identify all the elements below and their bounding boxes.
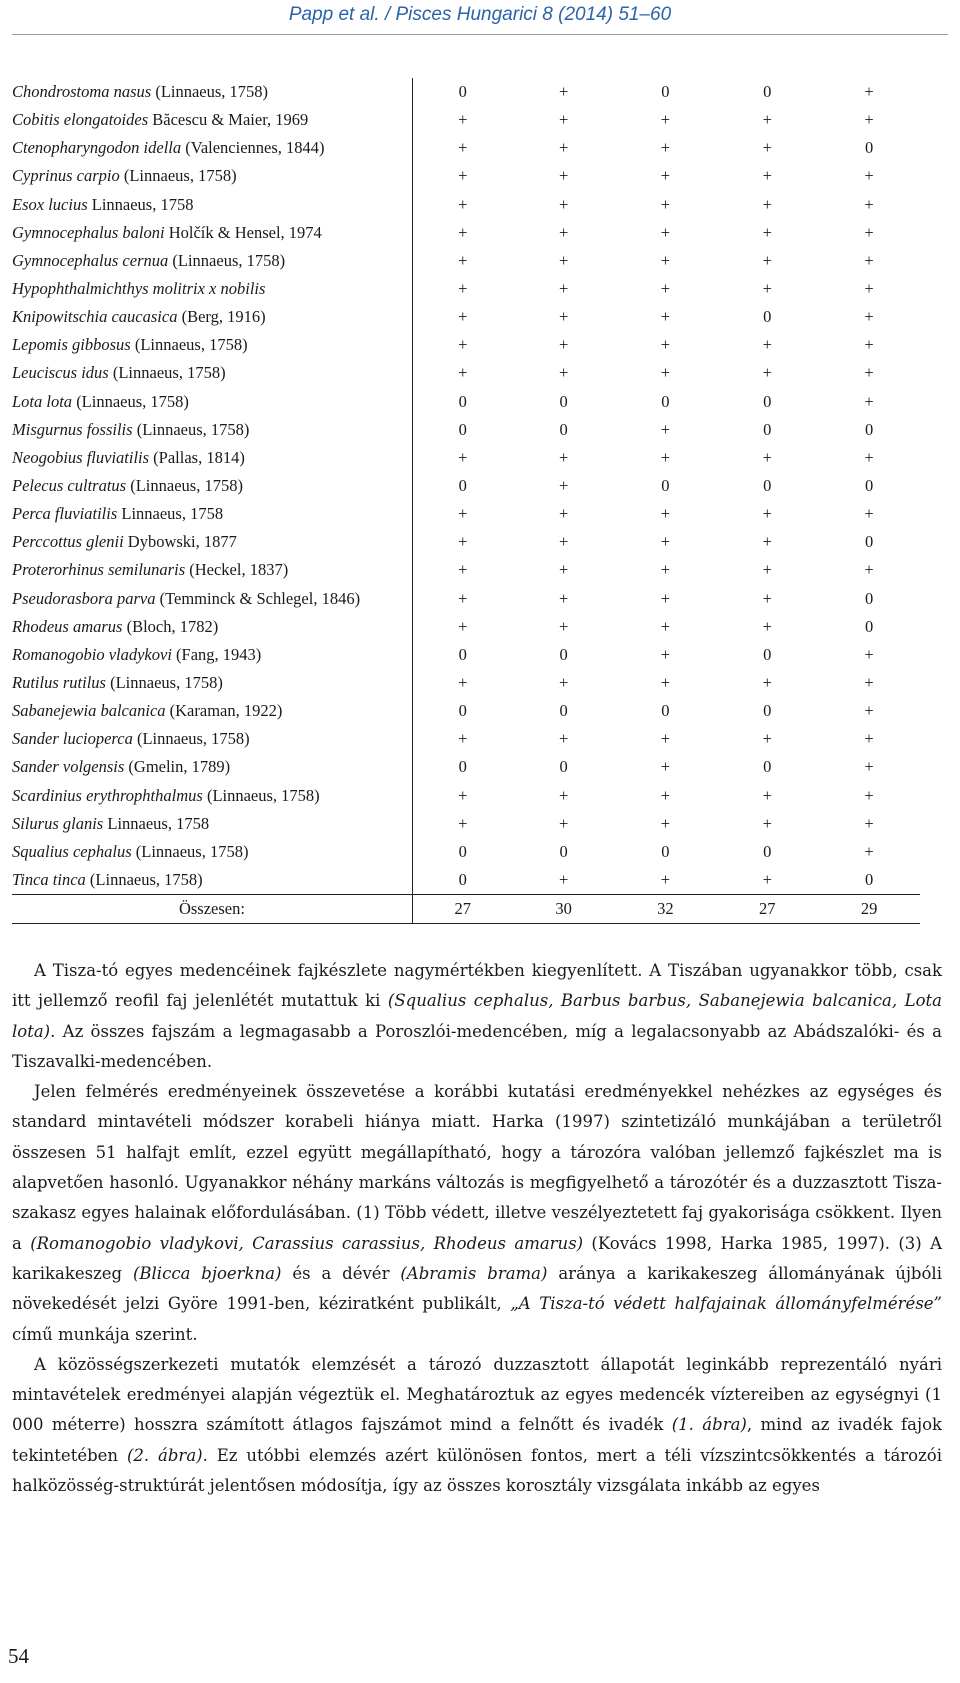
presence-cell: + xyxy=(660,757,671,777)
total-value: 27 xyxy=(716,895,818,924)
presence-cell: + xyxy=(412,810,512,838)
presence-cell: + xyxy=(864,447,874,467)
presence-cell: + xyxy=(412,444,512,472)
presence-cell: 0 xyxy=(412,472,512,500)
presence-cell: + xyxy=(412,247,512,275)
presence-cell: + xyxy=(558,138,569,158)
species-authority: (Linnaeus, 1758) xyxy=(110,673,223,693)
species-authority: (Temminck & Schlegel, 1846) xyxy=(159,588,361,608)
presence-cell: + xyxy=(864,250,874,270)
presence-cell: + xyxy=(864,701,874,721)
table-row xyxy=(12,782,920,810)
presence-cell: + xyxy=(864,363,874,383)
species-cell xyxy=(12,444,412,472)
species-table xyxy=(12,78,920,924)
presence-cell: + xyxy=(762,110,772,130)
presence-cell: + xyxy=(864,279,874,299)
presence-cell: + xyxy=(660,110,671,130)
total-value: 29 xyxy=(818,895,920,924)
presence-cell: + xyxy=(412,275,512,303)
species-cell xyxy=(12,585,412,613)
presence-cell: + xyxy=(412,106,512,134)
presence-cell: + xyxy=(558,870,569,889)
presence-cell: + xyxy=(864,194,874,214)
species-cell xyxy=(12,753,412,781)
species-name: Neogobius fluviatilis xyxy=(12,447,150,467)
presence-cell: + xyxy=(412,782,512,810)
presence-cell: + xyxy=(558,785,569,805)
presence-cell: + xyxy=(864,841,874,861)
table-row xyxy=(12,275,920,303)
species-authority: (Linnaeus, 1758) xyxy=(135,841,249,861)
page-number: 54 xyxy=(8,1644,29,1668)
presence-cell: + xyxy=(762,532,772,552)
presence-cell: 0 xyxy=(559,419,568,439)
species-authority: (Valenciennes, 1844) xyxy=(185,138,325,158)
table-row xyxy=(12,416,920,444)
presence-cell: + xyxy=(762,870,772,889)
presence-cell: + xyxy=(558,447,569,467)
presence-cell: + xyxy=(660,166,671,186)
species-cell xyxy=(12,191,412,219)
species-authority: (Heckel, 1837) xyxy=(189,560,289,580)
presence-cell: 0 xyxy=(763,419,772,439)
presence-cell: + xyxy=(412,359,512,387)
presence-cell: + xyxy=(412,556,512,584)
table-row xyxy=(12,444,920,472)
presence-cell: + xyxy=(558,335,569,355)
presence-cell: + xyxy=(660,504,671,524)
presence-cell: 0 xyxy=(412,388,512,416)
paragraph xyxy=(12,1077,942,1350)
presence-cell: + xyxy=(864,166,874,186)
total-row xyxy=(12,895,920,924)
table-row xyxy=(12,134,920,162)
text-segment: . Ez utóbbi elemzés azért különösen fontos, mert a téli vízszintcsökkentés a tározói halközösség-struktúrát jelentősen módosítja, így az összes korosztály vizsgálata inkább az egyes xyxy=(12,1445,943,1496)
presence-cell: + xyxy=(558,307,569,327)
presence-cell: + xyxy=(412,500,512,528)
species-authority: (Linnaeus, 1758) xyxy=(136,729,250,749)
species-cell xyxy=(12,162,412,190)
presence-cell: + xyxy=(558,532,569,552)
species-name: Sander lucioperca xyxy=(12,729,133,749)
species-authority: (Linnaeus, 1758) xyxy=(123,166,237,186)
presence-cell: 0 xyxy=(864,476,874,496)
paragraph xyxy=(12,1350,942,1501)
text-segment: aránya a karikakeszeg állományának újbóli növekedését jelzi Györe 1991-ben, kéziratként publikált, xyxy=(12,1263,942,1314)
species-name: Tinca tinca xyxy=(12,870,86,889)
species-name: Gymnocephalus baloni xyxy=(12,222,165,242)
species-authority: (Linnaeus, 1758) xyxy=(89,870,203,889)
presence-cell: 0 xyxy=(559,841,568,861)
species-name: Misgurnus fossilis xyxy=(12,419,133,439)
table-row xyxy=(12,528,920,556)
species-cell xyxy=(12,331,412,359)
presence-cell: 0 xyxy=(864,532,874,552)
table-row xyxy=(12,303,920,331)
presence-cell: + xyxy=(660,138,671,158)
species-cell xyxy=(12,388,412,416)
text-segment: A Tisza-tó egyes medencéinek fajkészlete nagymértékben kiegyenlített. A Tiszában ugyanakkor több, csak itt jellemző reofil faj jelenlétét mutattuk ki xyxy=(12,961,942,1011)
species-authority: Holčík & Hensel, 1974 xyxy=(168,222,322,242)
presence-cell: + xyxy=(762,138,772,158)
presence-cell: 0 xyxy=(763,841,772,861)
species-cell xyxy=(12,359,412,387)
presence-cell: 0 xyxy=(412,416,512,444)
presence-cell: + xyxy=(660,279,671,299)
table-row xyxy=(12,669,920,697)
presence-cell: + xyxy=(660,644,671,664)
presence-cell: + xyxy=(558,279,569,299)
header-rule xyxy=(12,34,948,35)
presence-cell: + xyxy=(864,504,874,524)
presence-cell: 0 xyxy=(412,866,512,895)
presence-cell: + xyxy=(762,166,772,186)
presence-cell: 0 xyxy=(763,307,772,327)
text-segment: című munkája szerint. xyxy=(12,1324,198,1344)
table-row xyxy=(12,838,920,866)
species-cell xyxy=(12,275,412,303)
presence-cell: 0 xyxy=(661,391,670,411)
presence-cell: 0 xyxy=(864,870,874,889)
species-authority: (Linnaeus, 1758) xyxy=(206,785,320,805)
italic-text: „A Tisza-tó védett halfajainak állományfelmérése” xyxy=(510,1294,942,1314)
presence-cell: + xyxy=(762,813,772,833)
species-cell xyxy=(12,528,412,556)
presence-cell: + xyxy=(558,504,569,524)
presence-cell: + xyxy=(558,616,569,636)
presence-cell: 0 xyxy=(864,616,874,636)
table-row xyxy=(12,866,920,895)
species-name: Sabanejewia balcanica xyxy=(12,701,166,721)
presence-cell: 0 xyxy=(763,82,772,102)
table-row xyxy=(12,78,920,106)
presence-cell: + xyxy=(762,222,772,242)
presence-cell: 0 xyxy=(412,753,512,781)
presence-cell: + xyxy=(412,331,512,359)
text-segment: (Kovács 1998, Harka 1985, 1997). (3) A karikakeszeg xyxy=(12,1233,942,1283)
species-name: Perccottus glenii xyxy=(12,532,124,552)
table-row xyxy=(12,500,920,528)
presence-cell: + xyxy=(660,307,671,327)
presence-cell: + xyxy=(762,616,772,636)
presence-cell: 0 xyxy=(559,391,568,411)
species-cell xyxy=(12,500,412,528)
table-row xyxy=(12,247,920,275)
table-row xyxy=(12,388,920,416)
table-row xyxy=(12,106,920,134)
species-name: Rhodeus amarus xyxy=(12,616,123,636)
species-authority: Linnaeus, 1758 xyxy=(107,813,210,833)
presence-cell: + xyxy=(864,82,874,102)
presence-cell: + xyxy=(660,447,671,467)
table-row xyxy=(12,162,920,190)
presence-cell: + xyxy=(864,673,874,693)
italic-text: (1. ábra) xyxy=(671,1415,747,1435)
presence-cell: + xyxy=(412,585,512,613)
table-row xyxy=(12,331,920,359)
presence-cell: + xyxy=(762,588,772,608)
presence-cell: 0 xyxy=(412,697,512,725)
presence-cell: + xyxy=(660,222,671,242)
species-cell xyxy=(12,697,412,725)
presence-cell: + xyxy=(660,588,671,608)
text-segment: . Az összes fajszám a legmagasabb a Poroszlói-medencében, míg a legalacsonyabb az Abádszalóki- és a Tiszavalki-medencében. xyxy=(12,1021,942,1071)
species-name: Hypophthalmichthys molitrix x nobilis xyxy=(12,279,266,299)
presence-cell: + xyxy=(558,813,569,833)
species-name: Squalius cephalus xyxy=(12,841,132,861)
table-row xyxy=(12,219,920,247)
table-row xyxy=(12,697,920,725)
species-authority: Băcescu & Maier, 1969 xyxy=(152,110,309,130)
presence-cell: + xyxy=(660,870,671,889)
species-name: Ctenopharyngodon idella xyxy=(12,138,182,158)
total-value: 30 xyxy=(513,895,615,924)
species-name: Pseudorasbora parva xyxy=(12,588,156,608)
body-text xyxy=(12,956,942,1501)
presence-cell: + xyxy=(412,162,512,190)
species-name: Scardinius erythrophthalmus xyxy=(12,785,203,805)
species-name: Sander volgensis xyxy=(12,757,125,777)
presence-cell: + xyxy=(660,335,671,355)
presence-cell: 0 xyxy=(864,419,874,439)
species-authority: Dybowski, 1877 xyxy=(127,532,237,552)
presence-cell: + xyxy=(558,194,569,214)
species-authority: (Linnaeus, 1758) xyxy=(136,419,250,439)
text-segment: A közösségszerkezeti mutatók elemzését a tározó duzzasztott állapotát leginkább reprezentáló nyári mintavételek eredményei alapján végeztük el. Meghatároztuk az egyes medencék víztereiben az egységnyi (1 000 méterre) hosszra számított átlagos fajszámot mind a felnőtt és ivadék xyxy=(12,1354,942,1435)
species-name: Pelecus cultratus xyxy=(12,476,127,496)
presence-cell: + xyxy=(864,757,874,777)
presence-cell: 0 xyxy=(412,838,512,866)
presence-cell: + xyxy=(412,528,512,556)
table-row xyxy=(12,810,920,838)
presence-cell: + xyxy=(558,222,569,242)
presence-cell: 0 xyxy=(661,701,670,721)
species-cell xyxy=(12,134,412,162)
italic-text: (Abramis brama) xyxy=(400,1263,548,1283)
presence-cell: 0 xyxy=(412,641,512,669)
presence-cell: + xyxy=(558,363,569,383)
presence-cell: + xyxy=(660,729,671,749)
species-cell xyxy=(12,219,412,247)
species-authority: (Linnaeus, 1758) xyxy=(134,335,248,355)
species-cell xyxy=(12,866,412,895)
species-cell xyxy=(12,247,412,275)
species-authority: (Gmelin, 1789) xyxy=(128,757,231,777)
species-authority: (Linnaeus, 1758) xyxy=(112,363,226,383)
running-header: Papp et al. / Pisces Hungarici 8 (2014) 51–60 xyxy=(288,4,672,25)
species-name: Cobitis elongatoides xyxy=(12,110,149,130)
presence-cell: + xyxy=(558,673,569,693)
presence-cell: + xyxy=(660,785,671,805)
presence-cell: + xyxy=(412,725,512,753)
table-row xyxy=(12,191,920,219)
italic-text: (Squalius cephalus, Barbus barbus, Sabanejewia balcanica, Lota lota) xyxy=(12,991,942,1041)
presence-cell: + xyxy=(864,729,874,749)
presence-cell: + xyxy=(864,335,874,355)
presence-cell: 0 xyxy=(763,476,772,496)
presence-cell: + xyxy=(660,673,671,693)
total-value: 27 xyxy=(412,895,512,924)
presence-cell: 0 xyxy=(864,588,874,608)
table-row xyxy=(12,472,920,500)
presence-cell: + xyxy=(864,222,874,242)
presence-cell: + xyxy=(762,560,772,580)
species-name: Cyprinus carpio xyxy=(12,166,120,186)
presence-cell: + xyxy=(558,588,569,608)
presence-cell: + xyxy=(660,560,671,580)
presence-cell: + xyxy=(412,219,512,247)
species-cell xyxy=(12,78,412,106)
species-authority: Linnaeus, 1758 xyxy=(91,194,194,214)
species-cell xyxy=(12,641,412,669)
presence-cell: + xyxy=(762,504,772,524)
presence-cell: + xyxy=(412,613,512,641)
italic-text: (Blicca bjoerkna) xyxy=(132,1263,282,1283)
species-authority: (Linnaeus, 1758) xyxy=(155,82,269,102)
species-name: Proterorhinus semilunaris xyxy=(12,560,186,580)
presence-cell: + xyxy=(762,729,772,749)
species-authority: (Linnaeus, 1758) xyxy=(172,250,286,270)
presence-cell: + xyxy=(660,616,671,636)
species-name: Lota lota xyxy=(12,391,73,411)
species-cell xyxy=(12,556,412,584)
presence-cell: 0 xyxy=(763,701,772,721)
text-segment: , mind az ivadék fajok tekintetében xyxy=(12,1415,942,1465)
species-cell xyxy=(12,106,412,134)
presence-cell: 0 xyxy=(864,138,874,158)
presence-cell: + xyxy=(762,335,772,355)
table-row xyxy=(12,753,920,781)
presence-cell: + xyxy=(412,669,512,697)
presence-cell: 0 xyxy=(412,78,512,106)
presence-cell: + xyxy=(558,110,569,130)
presence-cell: 0 xyxy=(661,476,670,496)
species-name: Knipowitschia caucasica xyxy=(12,307,178,327)
species-name: Leuciscus idus xyxy=(12,363,109,383)
presence-cell: 0 xyxy=(661,841,670,861)
presence-cell: + xyxy=(660,532,671,552)
species-name: Gymnocephalus cernua xyxy=(12,250,169,270)
species-name: Perca fluviatilis xyxy=(12,504,118,524)
presence-cell: + xyxy=(412,191,512,219)
presence-cell: + xyxy=(864,785,874,805)
presence-cell: + xyxy=(762,447,772,467)
species-authority: (Linnaeus, 1758) xyxy=(76,391,189,411)
species-name: Romanogobio vladykovi xyxy=(12,644,172,664)
presence-cell: 0 xyxy=(763,391,772,411)
species-cell xyxy=(12,303,412,331)
table-row xyxy=(12,359,920,387)
presence-cell: + xyxy=(762,279,772,299)
presence-cell: + xyxy=(660,250,671,270)
species-name: Silurus glanis xyxy=(12,813,104,833)
presence-cell: + xyxy=(864,110,874,130)
species-cell xyxy=(12,810,412,838)
species-cell xyxy=(12,838,412,866)
presence-cell: + xyxy=(558,560,569,580)
table-row xyxy=(12,613,920,641)
species-name: Chondrostoma nasus xyxy=(12,82,152,102)
presence-cell: + xyxy=(412,134,512,162)
species-authority: (Karaman, 1922) xyxy=(169,701,283,721)
presence-cell: + xyxy=(762,673,772,693)
table-row xyxy=(12,725,920,753)
presence-cell: 0 xyxy=(763,757,772,777)
species-cell xyxy=(12,472,412,500)
italic-text: (2. ábra) xyxy=(126,1445,203,1465)
presence-cell: + xyxy=(558,729,569,749)
species-cell xyxy=(12,669,412,697)
species-authority: (Berg, 1916) xyxy=(181,307,266,327)
species-name: Rutilus rutilus xyxy=(12,673,106,693)
species-authority: Linnaeus, 1758 xyxy=(121,504,224,524)
species-authority: (Fang, 1943) xyxy=(176,644,262,664)
species-table-body xyxy=(12,78,920,924)
presence-cell: 0 xyxy=(661,82,670,102)
total-label: Összesen: xyxy=(12,895,412,924)
species-cell xyxy=(12,416,412,444)
species-cell xyxy=(12,725,412,753)
table-row xyxy=(12,585,920,613)
presence-cell: + xyxy=(558,166,569,186)
presence-cell: + xyxy=(660,363,671,383)
presence-cell: + xyxy=(660,419,671,439)
presence-cell: + xyxy=(762,194,772,214)
presence-cell: 0 xyxy=(559,701,568,721)
species-name: Lepomis gibbosus xyxy=(12,335,131,355)
presence-cell: + xyxy=(558,82,569,102)
presence-cell: + xyxy=(762,785,772,805)
table-row xyxy=(12,556,920,584)
presence-cell: + xyxy=(864,560,874,580)
species-name: Esox lucius xyxy=(12,194,88,214)
text-segment: Jelen felmérés eredményeinek összevetése a korábbi kutatási eredményekkel nehézkes az egységes és standard mintavételi módszer korabeli hiánya miatt. Harka (1997) szintetizáló munkájában a területről összesen 51 halfajt említ, ezzel együtt megállapítható, hogy a tározóra valóban jellemző fajkészlet ma is alapvetően hasonló. Ugyanakkor néhány markáns változás is megfigyelhető a tározótér és a duzzasztott Tisza-szakasz egyes halainak előfordulásában. (1) Több védett, illetve veszélyeztetett faj gyakorisága csökkent. Ilyen a xyxy=(12,1082,942,1253)
presence-cell: + xyxy=(864,391,874,411)
presence-cell: 0 xyxy=(763,644,772,664)
presence-cell: + xyxy=(762,363,772,383)
presence-cell: 0 xyxy=(559,644,568,664)
presence-cell: + xyxy=(412,303,512,331)
presence-cell: + xyxy=(660,813,671,833)
presence-cell: + xyxy=(558,476,569,496)
species-authority: (Bloch, 1782) xyxy=(126,616,219,636)
presence-cell: + xyxy=(864,307,874,327)
presence-cell: + xyxy=(660,194,671,214)
presence-cell: + xyxy=(762,250,772,270)
species-authority: (Linnaeus, 1758) xyxy=(130,476,243,496)
species-cell xyxy=(12,613,412,641)
species-cell xyxy=(12,782,412,810)
presence-cell: + xyxy=(864,813,874,833)
presence-cell: 0 xyxy=(559,757,568,777)
presence-cell: + xyxy=(864,644,874,664)
table-row xyxy=(12,641,920,669)
paragraph xyxy=(12,956,942,1077)
italic-text: (Romanogobio vladykovi, Carassius carassius, Rhodeus amarus) xyxy=(30,1233,584,1253)
presence-cell: + xyxy=(558,250,569,270)
species-authority: (Pallas, 1814) xyxy=(153,447,245,467)
text-segment: és a dévér xyxy=(281,1263,401,1283)
total-value: 32 xyxy=(615,895,717,924)
